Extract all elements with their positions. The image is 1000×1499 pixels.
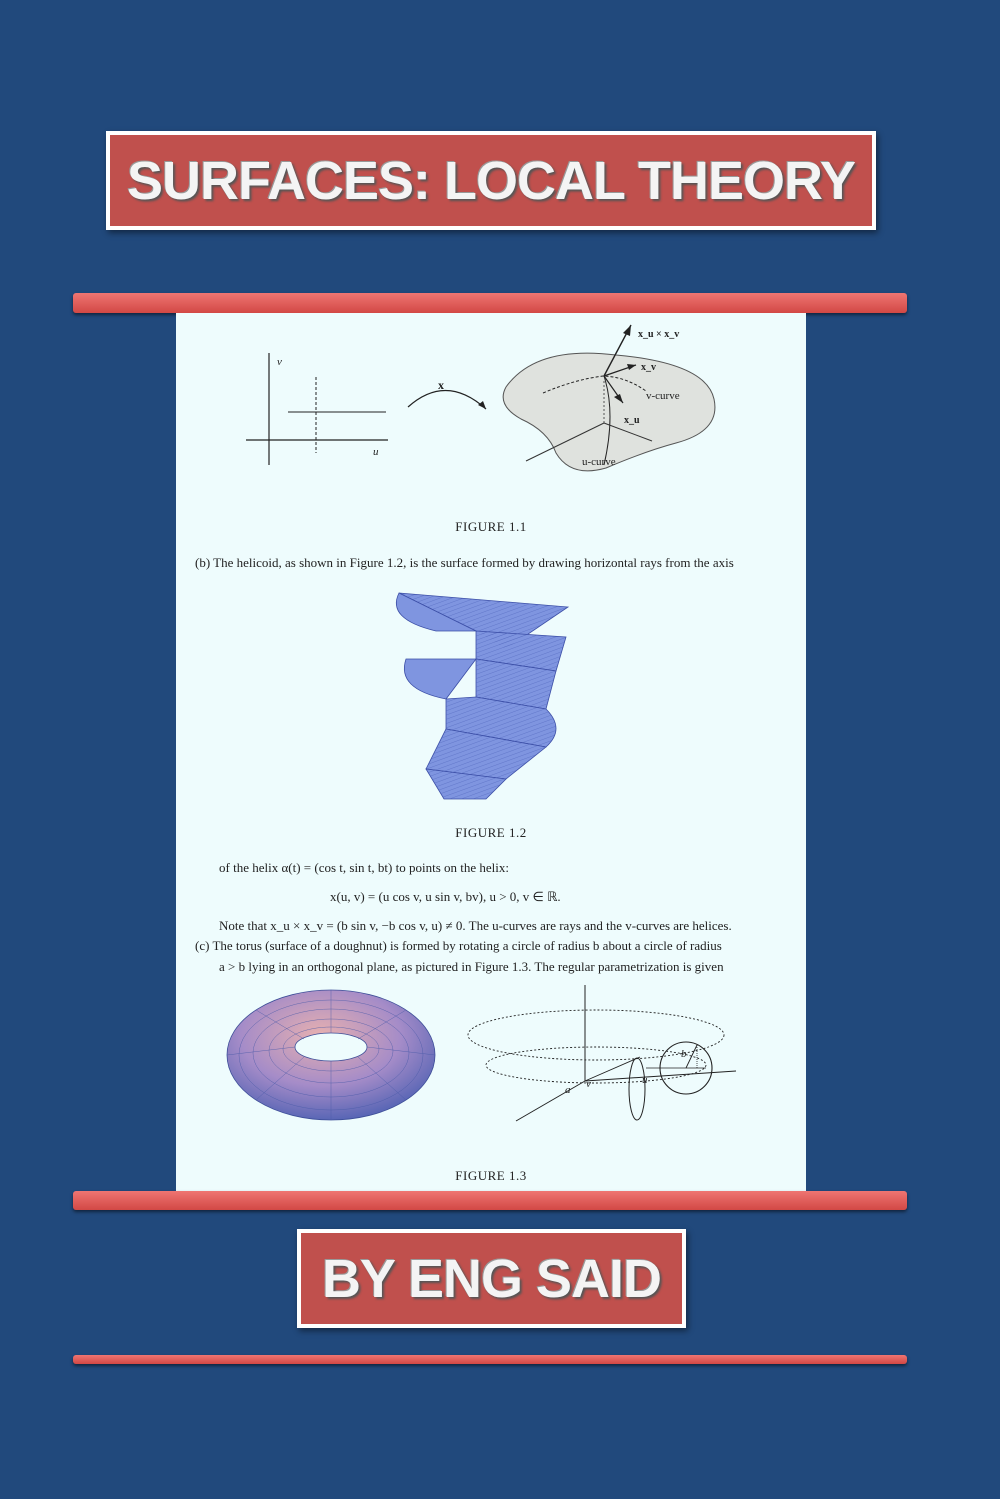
fig1-label-x: x	[438, 378, 444, 392]
sample-page	[176, 313, 806, 1191]
figure-1-1-caption: FIGURE 1.1	[455, 519, 527, 534]
figure-1-3	[176, 985, 806, 1165]
author-name: BY ENG SAID	[321, 1248, 662, 1309]
torus-shape	[227, 990, 435, 1120]
fig1-label-xv: x_v	[641, 362, 656, 373]
fig3-label-a: a	[565, 1084, 571, 1096]
fig1-label-u: u	[373, 446, 379, 458]
author-banner	[297, 1229, 686, 1328]
equation-line: x(u, v) = (u cos v, u sin v, bv), u > 0, v ∈ ℝ.	[330, 889, 561, 904]
title-banner	[106, 131, 876, 230]
fig1-label-xu: x_u	[624, 415, 640, 426]
torus-diagram	[468, 985, 736, 1121]
paragraph-c-line-2: a > b lying in an orthogonal plane, as pictured in Figure 1.3. The regular parametrization is given	[219, 959, 724, 974]
fig3-label-v: v	[586, 1078, 591, 1090]
paragraph-c-line-1: (c) The torus (surface of a doughnut) is formed by rotating a circle of radius b about a circle of radius	[195, 938, 722, 953]
bottom-rod	[73, 1355, 907, 1364]
book-title: SURFACES: LOCAL THEORY	[126, 150, 856, 211]
paragraph-b: (b) The helicoid, as shown in Figure 1.2, is the surface formed by drawing horizontal rays from the axis	[195, 555, 734, 570]
fig1-label-v-curve: v-curve	[646, 390, 680, 402]
figure-1-1	[176, 313, 806, 513]
fig1-label-u-curve: u-curve	[582, 456, 616, 468]
figure-1-3-caption: FIGURE 1.3	[455, 1168, 527, 1183]
figure-1-2-helicoid	[176, 579, 806, 819]
figure-1-2-caption: FIGURE 1.2	[455, 825, 527, 840]
helix-line: of the helix α(t) = (cos t, sin t, bt) to points on the helix:	[219, 860, 509, 875]
middle-rod	[73, 1191, 907, 1210]
top-rod	[73, 293, 907, 313]
fig1-label-v: v	[277, 356, 282, 368]
fig1-label-cross: x_u × x_v	[638, 329, 680, 340]
fig3-label-b: b	[681, 1048, 687, 1060]
fig3-label-u: u	[642, 1074, 648, 1086]
note-line: Note that x_u × x_v = (b sin v, −b cos v, u) ≠ 0. The u-curves are rays and the v-curves are helices.	[219, 918, 732, 933]
